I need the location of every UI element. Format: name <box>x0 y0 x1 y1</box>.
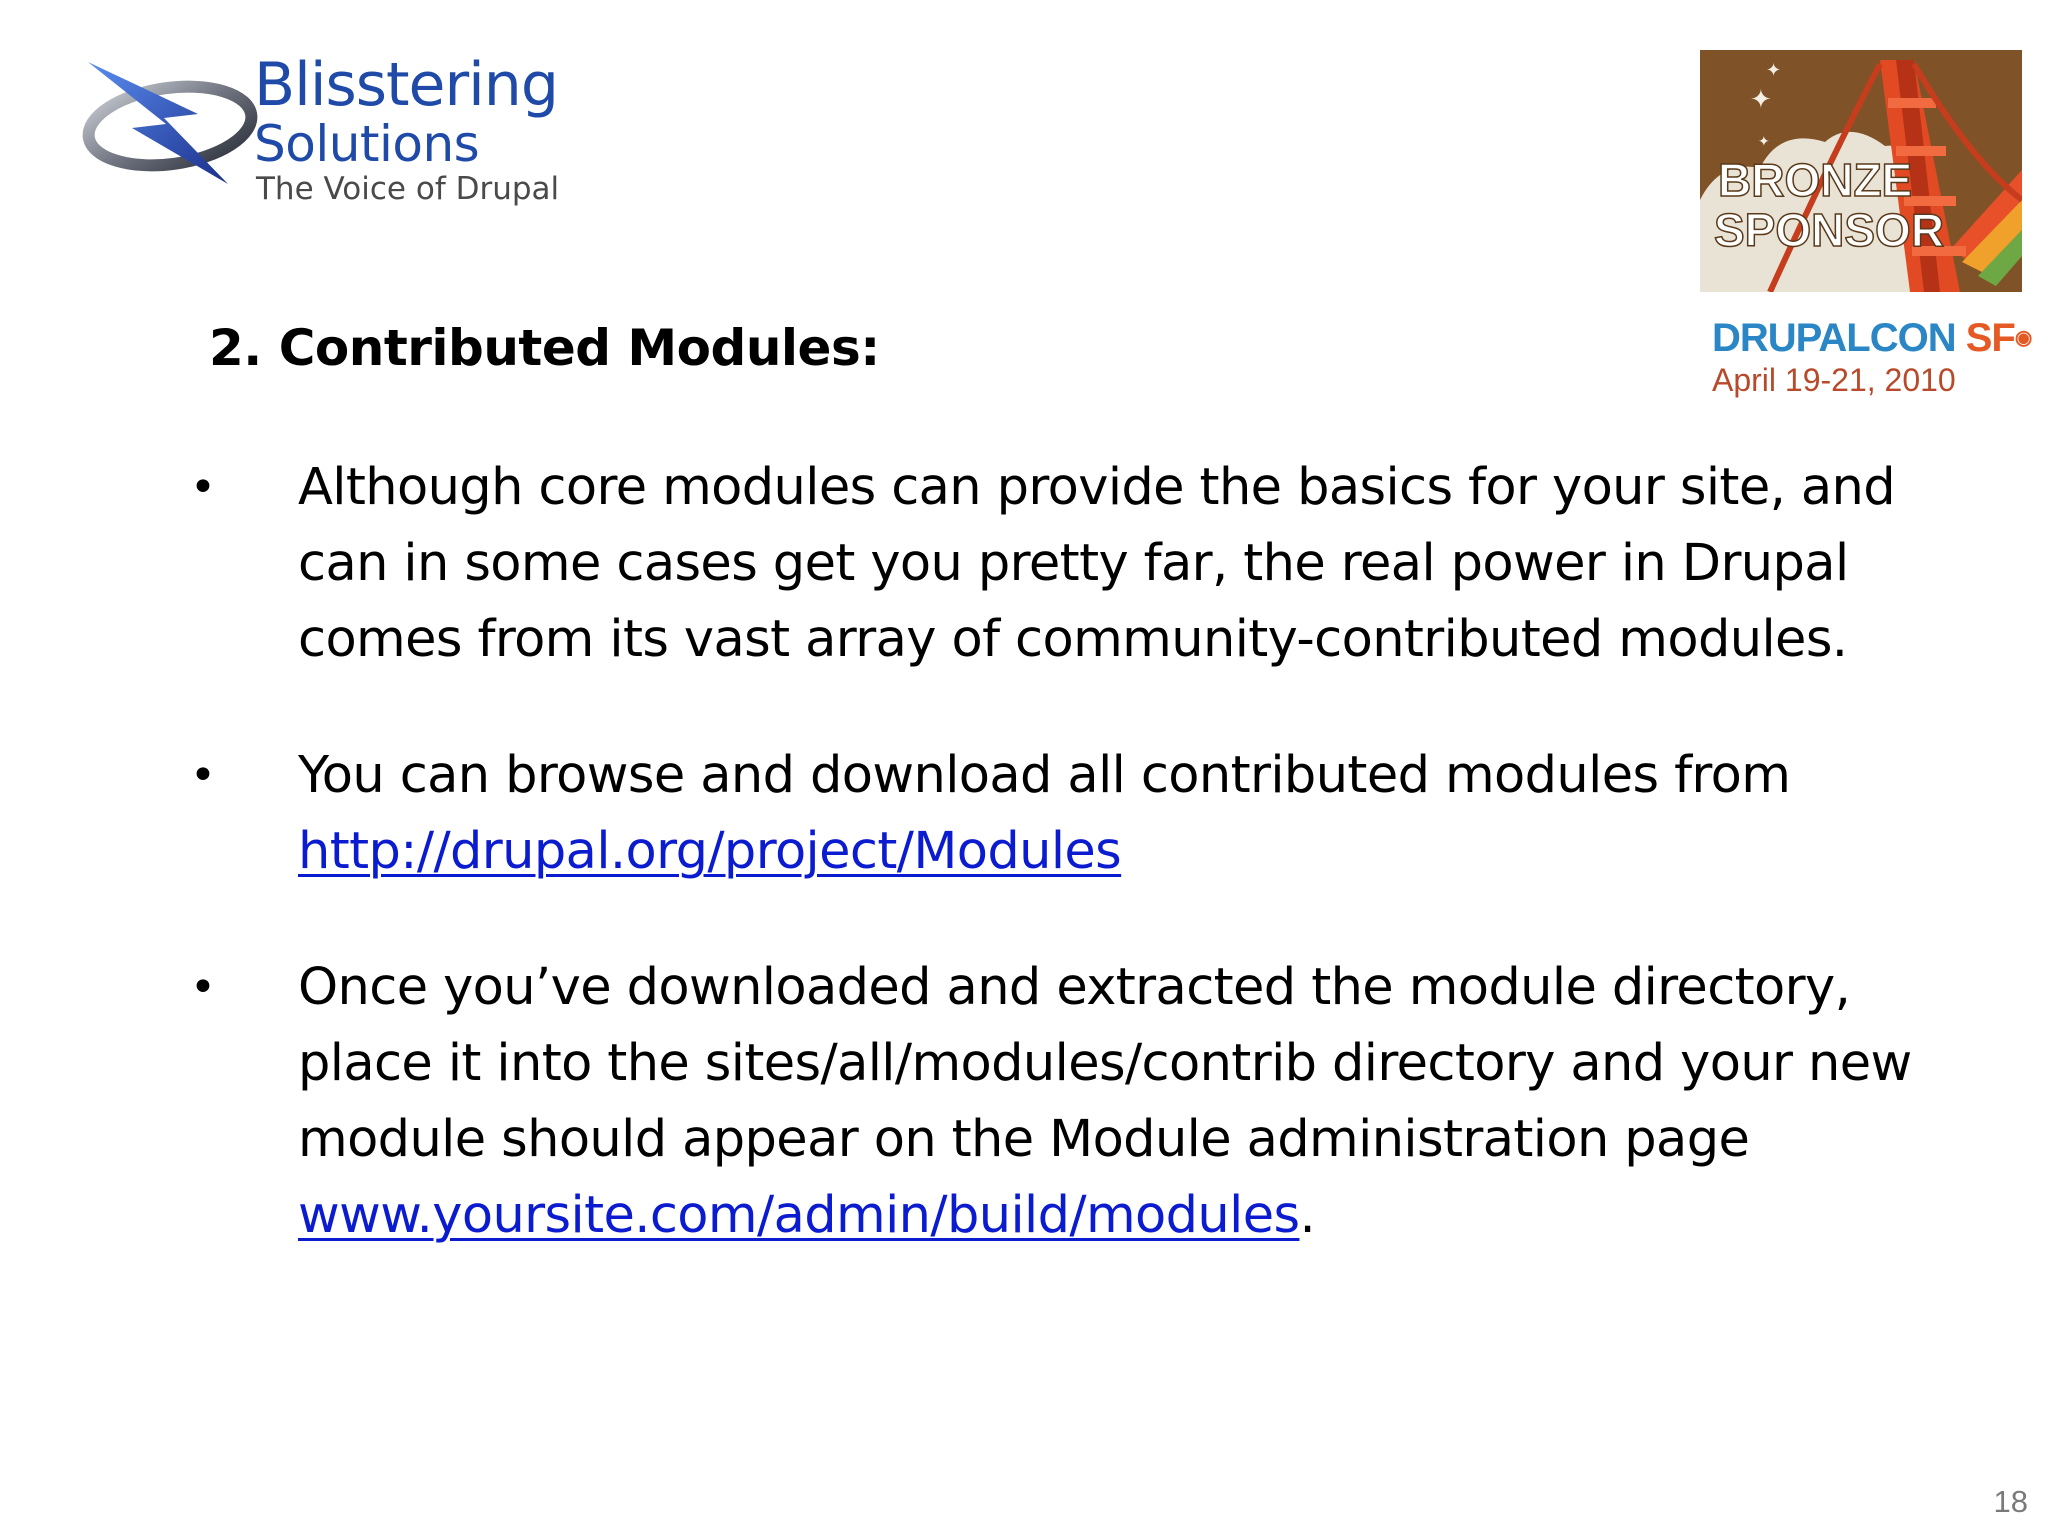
company-logo <box>78 52 598 212</box>
bullet-text-before: You can browse and download all contributed modules from <box>298 746 1791 805</box>
modules-project-link[interactable]: http://drupal.org/project/Modules <box>298 822 1122 881</box>
bullet-item <box>190 950 1930 1254</box>
page-number: 18 <box>1993 1484 2028 1519</box>
logo-name-line1: Blisstering <box>254 50 558 120</box>
event-name-part1: DRUPALCON <box>1712 316 1956 360</box>
svg-text:✦: ✦ <box>1750 85 1772 115</box>
slide-heading: 2. Contributed Modules: <box>209 319 880 377</box>
badge-line2: SPONSOR <box>1714 204 1945 256</box>
svg-text:✦: ✦ <box>1766 60 1782 81</box>
bullet-item <box>190 738 1930 890</box>
bullet-text: Although core modules can provide the basics for your site, and can in some cases get you pretty far, the real power in Drupal comes from its vast array of community-contributed modules. <box>298 458 1895 669</box>
svg-text:✦: ✦ <box>1758 134 1770 150</box>
bullet-text-after: . <box>1299 1186 1316 1245</box>
logo-name-line2: Solutions <box>254 115 480 173</box>
admin-modules-link[interactable]: www.yoursite.com/admin/build/modules <box>298 1186 1300 1245</box>
badge-line1: BRONZE <box>1718 154 1913 206</box>
bullet-list <box>190 450 1930 1254</box>
event-info <box>1712 316 2032 398</box>
bullet-text <box>298 738 1930 890</box>
bullet-item <box>190 450 1930 678</box>
bullet-marker: • <box>190 962 216 1013</box>
event-name-part2: SF <box>1965 316 2015 360</box>
event-name <box>1712 316 2032 360</box>
event-date: April 19-21, 2010 <box>1712 362 1956 398</box>
drupal-drop-icon: ◉ <box>2014 327 2032 349</box>
bullet-text-before: Once you’ve downloaded and extracted the module directory, place it into the sites/all/modules/contrib directory and your new module should appear on the Module administration page <box>298 958 1912 1169</box>
logo-tagline: The Voice of Drupal <box>256 171 560 207</box>
bullet-marker: • <box>190 750 216 801</box>
sponsor-badge <box>1700 50 2022 292</box>
golden-gate-bridge-icon <box>1700 50 2022 292</box>
lightning-swoosh-icon <box>78 56 258 196</box>
bullet-text <box>298 950 1930 1254</box>
bullet-marker: • <box>190 462 216 513</box>
logo-wordmark <box>254 52 594 208</box>
